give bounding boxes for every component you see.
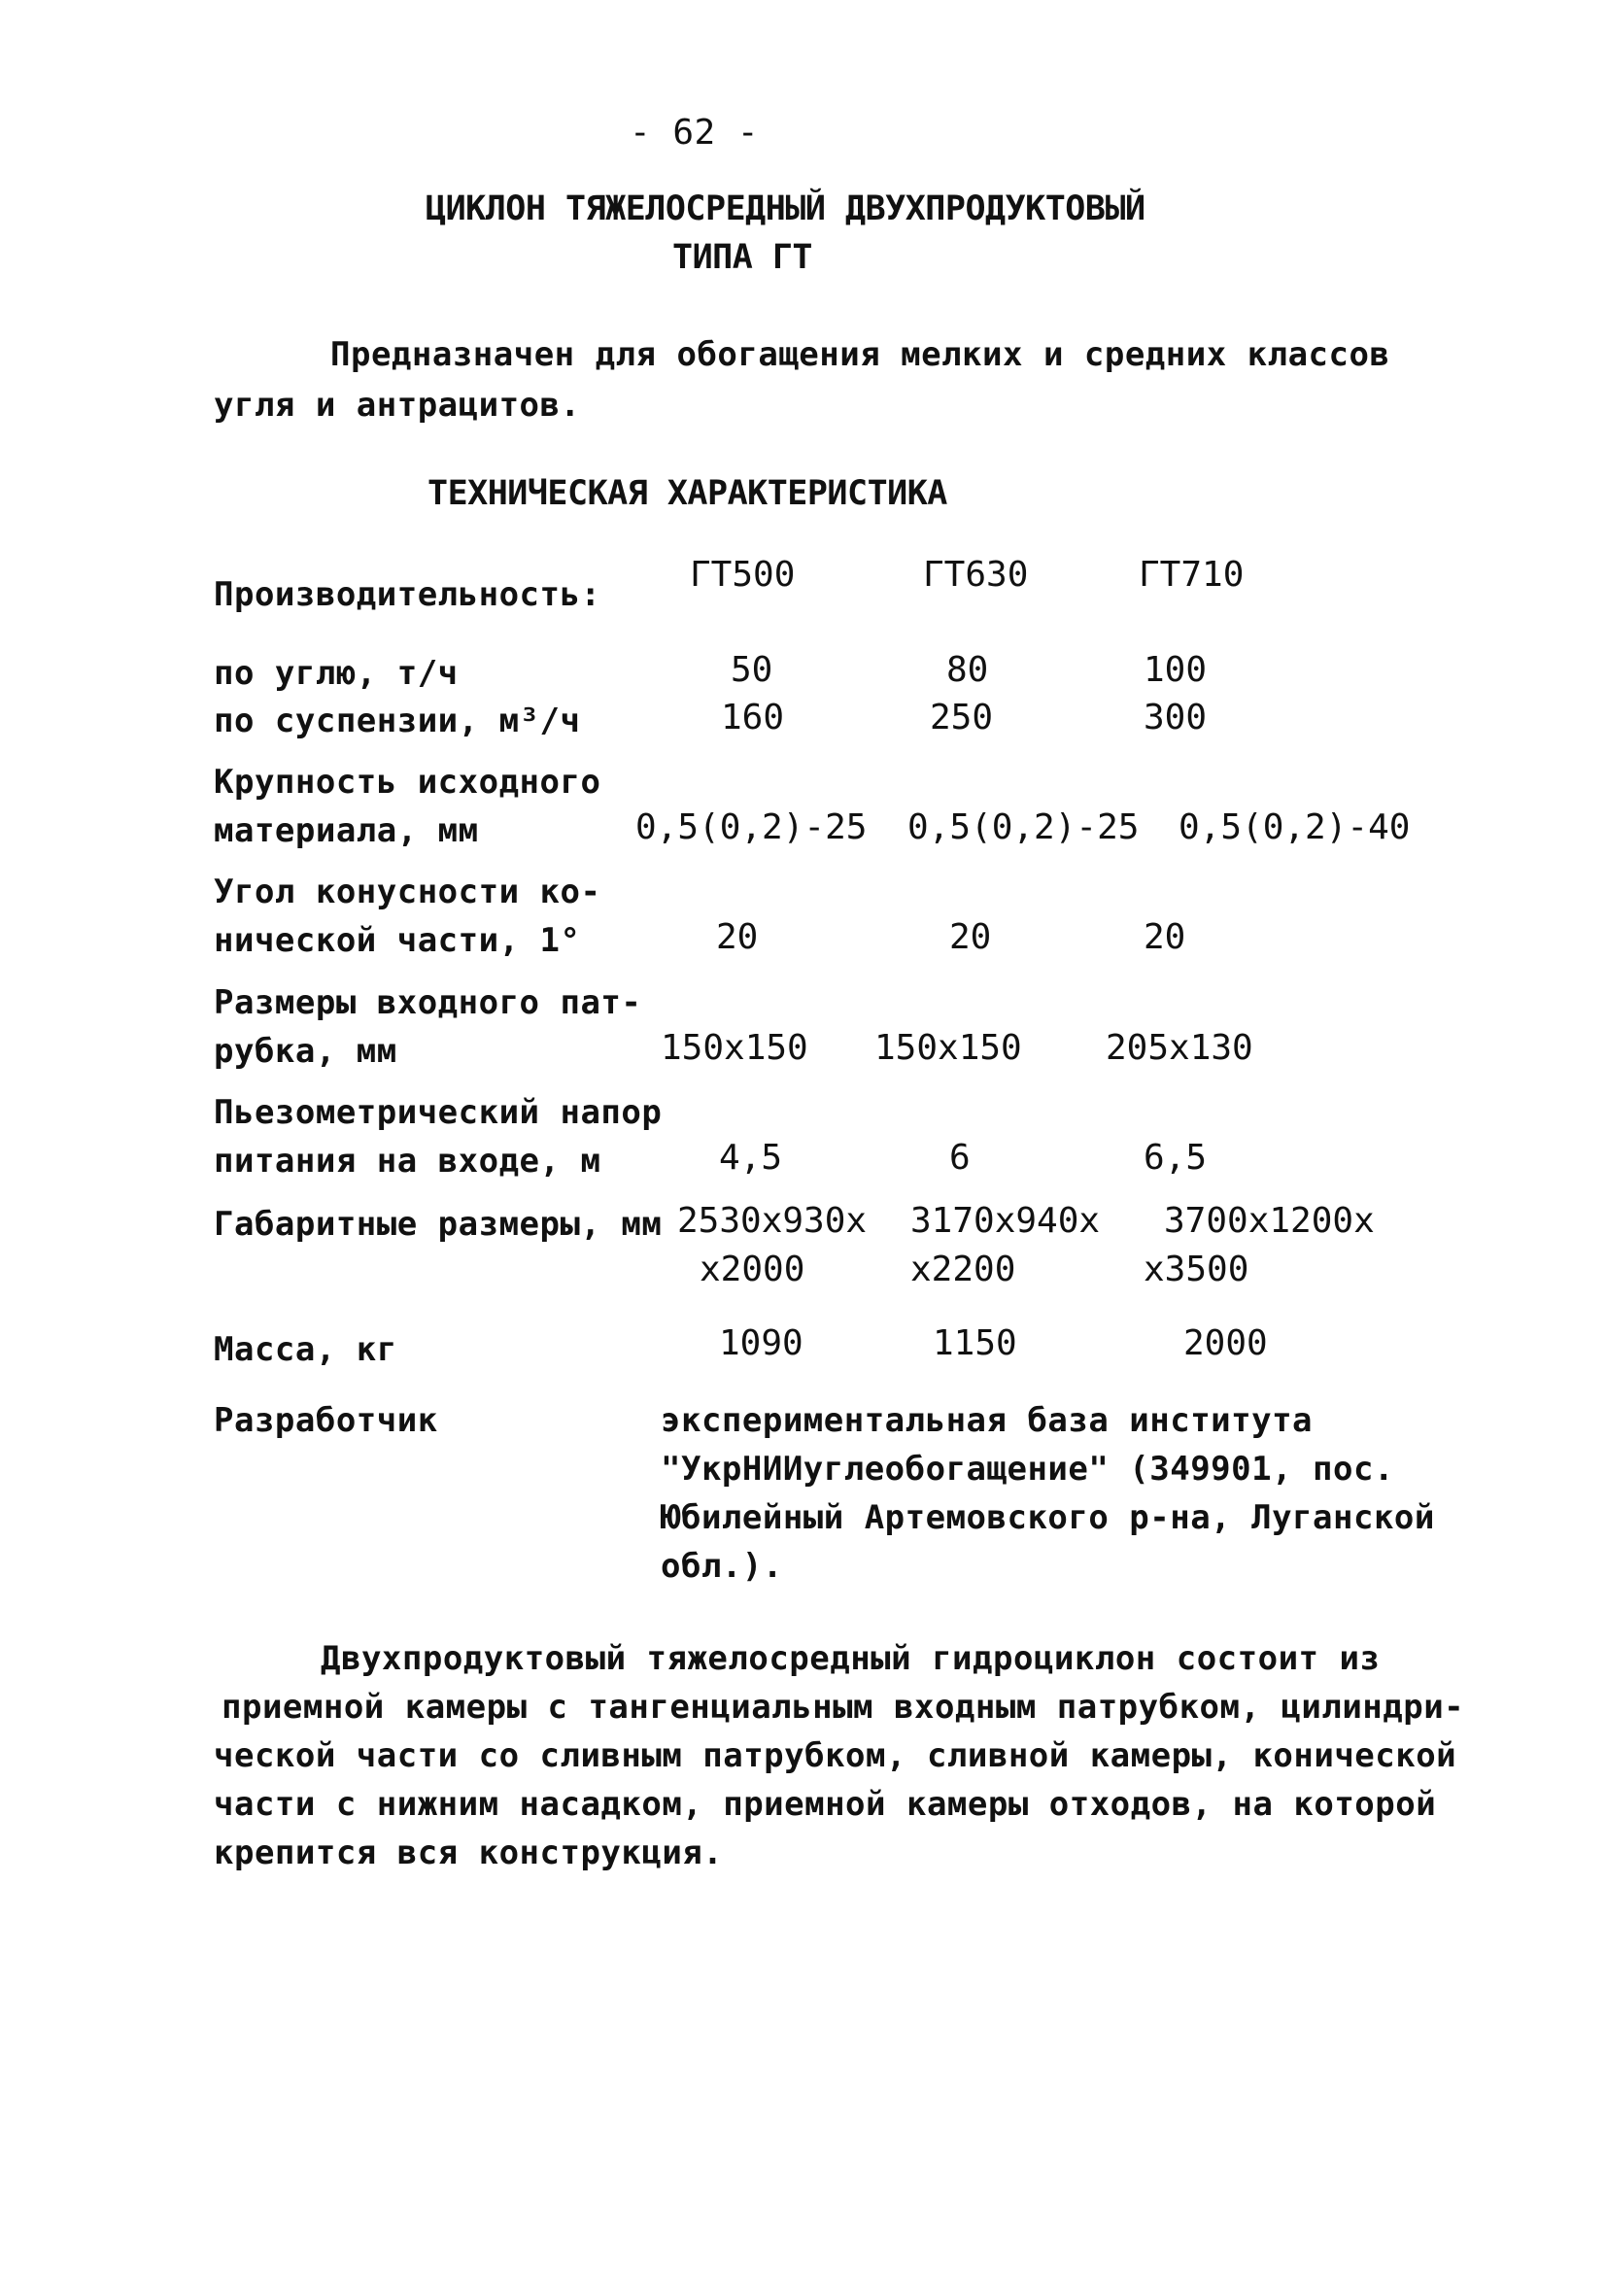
value-coal-gt710: 100 xyxy=(1144,650,1208,690)
value-pressure-gt710: 6,5 xyxy=(1144,1138,1208,1178)
value-coal-gt630: 80 xyxy=(946,650,989,690)
label-mass: Масса, кг xyxy=(214,1330,397,1369)
label-suspension: по суспензии, м³/ч xyxy=(214,702,581,740)
value-dimensions-gt710-line1: 3700x1200x xyxy=(1164,1201,1375,1241)
description-line2: приемной камеры с тангенциальным входным патрубком, цилиндри- xyxy=(222,1688,1465,1727)
value-angle-gt710: 20 xyxy=(1144,917,1186,957)
value-size-gt710: 0,5(0,2)-40 xyxy=(1179,807,1411,847)
value-inlet-gt710: 205x130 xyxy=(1106,1028,1253,1068)
description-line3: ческой части со сливным патрубком, сливной камеры, конической xyxy=(214,1736,1457,1775)
spec-heading: ТЕХНИЧЕСКАЯ ХАРАКТЕРИСТИКА xyxy=(427,474,947,513)
value-inlet-gt500: 150x150 xyxy=(661,1028,808,1068)
label-inlet-line2: рубка, мм xyxy=(214,1032,397,1071)
label-productivity: Производительность: xyxy=(214,575,601,614)
label-angle-line2: нической части, 1° xyxy=(214,921,581,960)
value-dimensions-gt630-line1: 3170x940x xyxy=(910,1201,1101,1241)
label-size-line1: Крупность исходного xyxy=(214,763,601,802)
value-dimensions-gt500-line2: x2000 xyxy=(700,1250,805,1289)
developer-line2: "УкрНИИуглеобогащение" (349901, пос. xyxy=(661,1450,1394,1489)
value-size-gt630: 0,5(0,2)-25 xyxy=(907,807,1140,847)
value-mass-gt500: 1090 xyxy=(719,1323,803,1363)
value-pressure-gt500: 4,5 xyxy=(719,1138,783,1178)
label-pressure-line2: питания на входе, м xyxy=(214,1142,601,1181)
page-number: - 62 - xyxy=(630,113,760,153)
description-line1: Двухпродуктовый тяжелосредный гидроциклон состоит из xyxy=(321,1639,1381,1678)
value-dimensions-gt710-line2: x3500 xyxy=(1144,1250,1249,1289)
model-header-gt500: ГТ500 xyxy=(690,555,796,595)
label-angle-line1: Угол конусности ко- xyxy=(214,873,601,911)
developer-line1: экспериментальная база института xyxy=(661,1401,1314,1440)
value-coal-gt500: 50 xyxy=(731,650,773,690)
model-header-gt710: ГТ710 xyxy=(1139,555,1245,595)
label-size-line2: материала, мм xyxy=(214,811,479,850)
label-dimensions: Габаритные размеры, мм xyxy=(214,1205,663,1244)
label-developer: Разработчик xyxy=(214,1401,438,1440)
label-pressure-line1: Пьезометрический напор xyxy=(214,1093,663,1132)
model-header-gt630: ГТ630 xyxy=(923,555,1029,595)
description-line4: части с нижним насадком, приемной камеры отходов, на которой xyxy=(214,1785,1437,1824)
value-suspension-gt500: 160 xyxy=(721,698,785,737)
developer-line3: Юбилейный Артемовского р-на, Луганской xyxy=(661,1498,1435,1537)
intro-line1: Предназначен для обогащения мелких и средних классов xyxy=(330,335,1390,374)
value-dimensions-gt630-line2: x2200 xyxy=(910,1250,1016,1289)
description-line5: крепится вся конструкция. xyxy=(214,1833,724,1872)
value-suspension-gt710: 300 xyxy=(1144,698,1208,737)
value-angle-gt630: 20 xyxy=(949,917,992,957)
document-title-line1: ЦИКЛОН ТЯЖЕЛОСРЕДНЫЙ ДВУХПРОДУКТОВЫЙ xyxy=(426,189,1145,228)
value-inlet-gt630: 150x150 xyxy=(874,1028,1022,1068)
value-suspension-gt630: 250 xyxy=(930,698,994,737)
value-mass-gt630: 1150 xyxy=(933,1323,1017,1363)
developer-line4: обл.). xyxy=(661,1547,783,1586)
intro-line2: угля и антрацитов. xyxy=(214,386,581,425)
label-coal: по углю, т/ч xyxy=(214,654,459,693)
value-mass-gt710: 2000 xyxy=(1183,1323,1268,1363)
value-dimensions-gt500-line1: 2530x930x xyxy=(677,1201,868,1241)
value-angle-gt500: 20 xyxy=(716,917,759,957)
value-pressure-gt630: 6 xyxy=(949,1138,971,1178)
label-inlet-line1: Размеры входного пат- xyxy=(214,983,642,1022)
document-title-line2: ТИПА ГТ xyxy=(672,238,813,277)
value-size-gt500: 0,5(0,2)-25 xyxy=(635,807,868,847)
